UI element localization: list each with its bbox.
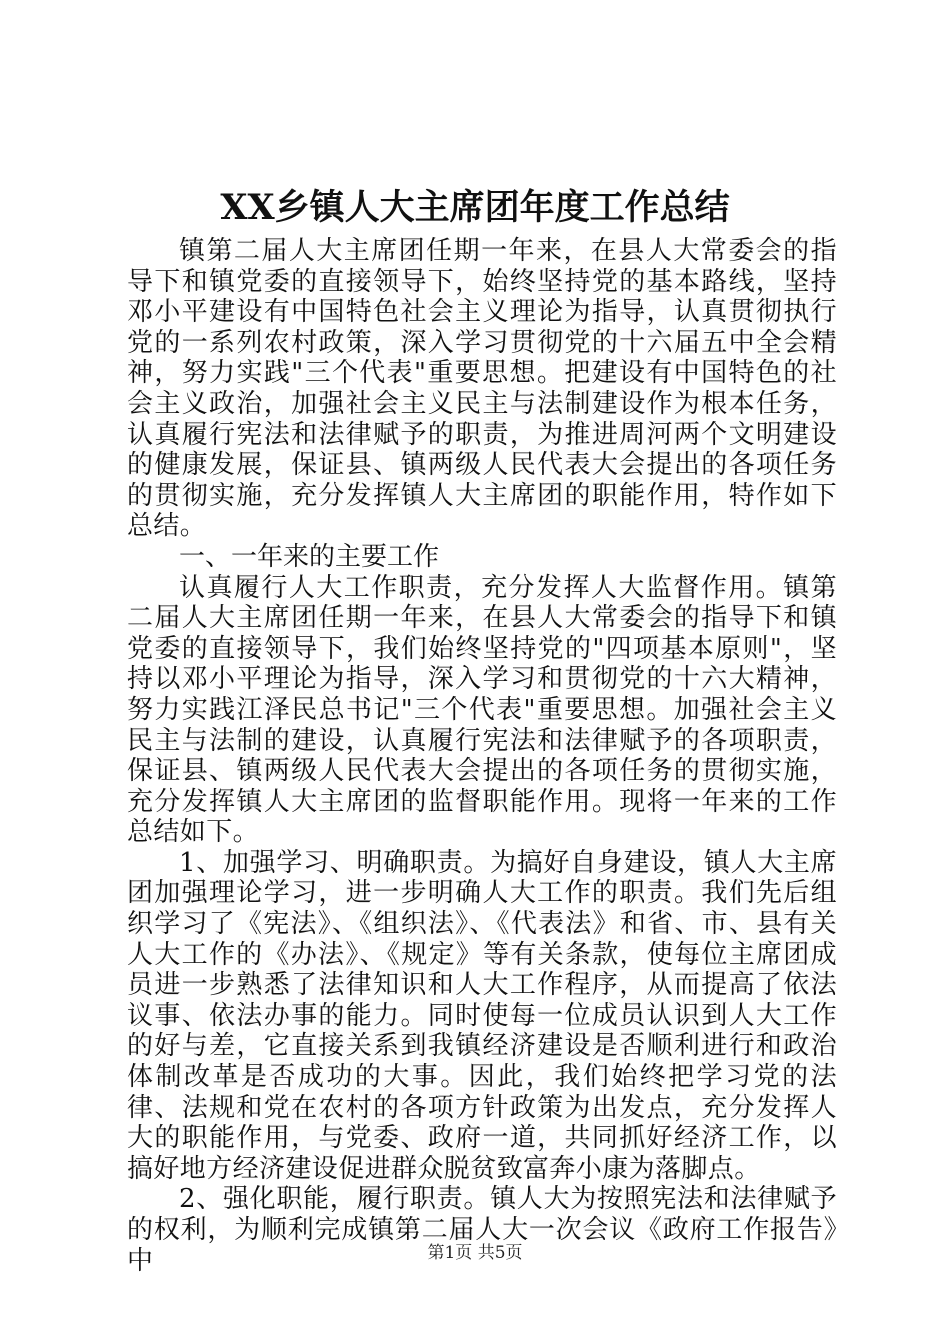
paragraph-item-1: 1、加强学习、明确职责。为搞好自身建设，镇人大主席团加强理论学习，进一步明确人大工作的职责。我们先后组织学习了《宪法》、《组织法》、《代表法》和省、市、县有关人大工作的《办法》、《规定》等有关条款，使每位主席团成员进一步熟悉了法律知识和人大工作程序，从而提高了依法议事、依法办事的能力。同时使每一位成员认识到人大工作的好与差，它直接关系到我镇经济建设是否顺利进行和政治体制改革是否成功的大事。因此，我们始终把学习党的法律、法规和党在农村的各项方针政策为出发点，充分发挥人大的职能作用，与党委、政府一道，共同抓好经济工作，以搞好地方经济建设促进群众脱贫致富奔小康为落脚点。 (127, 847, 837, 1184)
document-body (127, 236, 837, 1276)
page-number-footer: 第1页 共5页 (427, 1243, 523, 1263)
paragraph-section-summary: 认真履行人大工作职责，充分发挥人大监督作用。镇第二届人大主席团任期一年来，在县人大常委会的指导下和镇党委的直接领导下，我们始终坚持党的"四项基本原则"，坚持以邓小平理论为指导，深入学习和贯彻党的十六大精神，努力实践江泽民总书记"三个代表"重要思想。加强社会主义民主与法制的建设，认真履行宪法和法律赋予的各项职责，保证县、镇两级人民代表大会提出的各项任务的贯彻实施，充分发挥镇人大主席团的监督职能作用。现将一年来的工作总结如下。 (127, 572, 837, 848)
section-heading: 一、一年来的主要工作 (179, 541, 440, 572)
paragraph-item-2: 2、强化职能，履行职责。镇人大为按照宪法和法律赋予的权利，为顺利完成镇第二届人大一次会议《政府工作报告》中 (127, 1184, 837, 1276)
document-title: XX乡镇人大主席团年度工作总结 (220, 187, 730, 228)
paragraph-intro: 镇第二届人大主席团任期一年来，在县人大常委会的指导下和镇党委的直接领导下，始终坚持党的基本路线，坚持邓小平建设有中国特色社会主义理论为指导，认真贯彻执行党的一系列农村政策，深入学习贯彻党的十六届五中全会精神，努力实践"三个代表"重要思想。把建设有中国特色的社会主义政治，加强社会主义民主与法制建设作为根本任务，认真履行宪法和法律赋予的职责，为推进周河两个文明建设的健康发展，保证县、镇两级人民代表大会提出的各项任务的贯彻实施，充分发挥镇人大主席团的职能作用，特作如下总结。 (127, 236, 837, 542)
